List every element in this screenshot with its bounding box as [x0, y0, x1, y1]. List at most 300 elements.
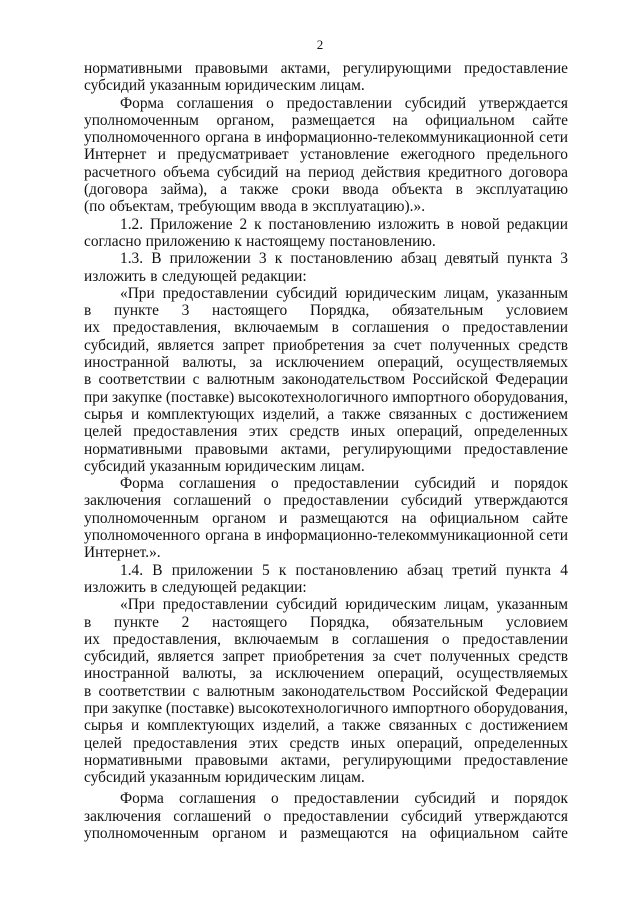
document-body — [84, 60, 568, 842]
word: этих — [248, 423, 279, 441]
word: соглашений — [173, 807, 252, 825]
word: соглашений — [173, 492, 252, 510]
word: ввода — [342, 181, 379, 199]
text-line — [84, 441, 568, 458]
word: лицам, — [444, 596, 489, 614]
word: субсидий, — [84, 336, 150, 354]
text-line — [84, 614, 568, 631]
word: постановлению — [268, 215, 371, 233]
word: сайте — [532, 111, 568, 129]
word: настоящему — [246, 232, 326, 250]
word: официальном — [429, 509, 520, 527]
word: комплектующих — [147, 405, 255, 423]
word: размещаются — [300, 509, 389, 527]
word: субсидий — [276, 596, 338, 614]
word: официальном — [429, 825, 520, 843]
word: операций, — [396, 734, 463, 752]
word: предоставления, — [112, 319, 222, 337]
word: за — [372, 336, 386, 354]
word: редакции: — [241, 267, 307, 285]
word: утверждаются — [474, 807, 568, 825]
word: субсидий — [414, 790, 476, 808]
word: ежегодного — [400, 146, 476, 164]
word: к — [274, 250, 283, 268]
word: объектам, — [109, 198, 174, 216]
text-line — [84, 164, 568, 181]
text-line — [84, 77, 568, 94]
word: в — [331, 319, 339, 337]
word: информационно-телекоммуникационной — [266, 527, 535, 545]
word: на — [392, 111, 408, 129]
text-line — [84, 665, 568, 682]
page-number: 2 — [316, 37, 324, 52]
word: валютным — [206, 371, 275, 389]
word: предоставление — [464, 440, 568, 458]
word: иностранной — [84, 665, 170, 683]
word: оборудования, — [473, 388, 568, 406]
text-line — [84, 752, 568, 769]
word: указанным — [149, 457, 221, 475]
word: заключения — [84, 807, 162, 825]
word: соглашения — [352, 630, 429, 648]
word: полученных — [429, 648, 510, 666]
word: в — [331, 630, 339, 648]
word: в — [253, 527, 262, 545]
word: согласно — [84, 232, 142, 250]
word: запрет — [222, 336, 265, 354]
word: в — [150, 267, 158, 285]
word: предоставлении — [162, 284, 269, 302]
word: о — [441, 319, 450, 337]
word: субсидий — [400, 807, 463, 825]
text-line — [84, 319, 568, 336]
word: предоставлении — [283, 492, 389, 510]
word: размещается — [291, 111, 376, 129]
word: 3 — [181, 302, 190, 320]
word: субсидий, — [84, 648, 150, 666]
word: Интернет — [84, 146, 147, 164]
word: средств — [518, 336, 568, 354]
word: (поставке) — [165, 388, 235, 406]
word: «При — [120, 284, 155, 302]
word: о — [441, 630, 450, 648]
word: сайте — [532, 825, 568, 843]
word: предоставление — [464, 60, 568, 77]
text-line — [84, 198, 568, 215]
word: сайте — [532, 509, 568, 527]
word: сети — [539, 527, 568, 545]
text-line — [84, 527, 568, 544]
text-line — [84, 112, 568, 129]
word: новой — [460, 215, 500, 233]
word: абзац — [407, 561, 443, 579]
word: в — [84, 302, 92, 320]
word: изделий, — [262, 717, 320, 735]
word: 5 — [262, 561, 270, 579]
word: указанным — [496, 284, 568, 302]
word: условием — [505, 302, 568, 320]
paragraph — [84, 285, 568, 475]
word: актами, — [280, 751, 331, 769]
text-line — [84, 371, 568, 388]
word: импортного — [392, 388, 470, 406]
word: официальном — [425, 111, 515, 129]
word: счет — [393, 648, 422, 666]
word: пункта — [505, 561, 552, 579]
word: заключения — [84, 492, 162, 510]
word: средств — [289, 734, 340, 752]
word: средств — [518, 648, 568, 666]
word: обязательным — [391, 613, 484, 631]
word: Интернет.». — [84, 544, 161, 562]
text-line — [84, 769, 568, 786]
word: запрет — [222, 648, 265, 666]
word: период — [308, 163, 355, 181]
word: при — [84, 699, 109, 717]
word: целей — [84, 423, 122, 441]
word: за — [249, 665, 263, 683]
word: постановлению — [290, 250, 393, 268]
word: операций, — [396, 423, 463, 441]
text-line — [84, 285, 568, 302]
word: уполномоченного — [84, 527, 201, 545]
word: соответствии — [98, 682, 186, 700]
word: юридическим — [225, 457, 316, 475]
text-line — [84, 181, 568, 198]
word: Форма — [120, 94, 164, 112]
word: (по — [84, 198, 106, 216]
word: субсидий — [84, 77, 146, 95]
word: приложении — [169, 250, 251, 268]
word: а — [327, 405, 335, 423]
word: Порядка, — [309, 302, 370, 320]
word: правовыми — [194, 60, 269, 77]
word: и — [279, 509, 288, 527]
word: субсидий — [276, 284, 338, 302]
word: в — [446, 215, 454, 233]
word: с — [192, 682, 200, 700]
word: валюты, — [182, 354, 237, 372]
word: 1.3. — [120, 250, 144, 268]
word: размещаются — [300, 825, 389, 843]
text-line — [84, 544, 568, 561]
word: с — [192, 371, 200, 389]
word: достижением — [479, 717, 568, 735]
word: определенных — [474, 734, 568, 752]
word: является — [157, 336, 215, 354]
text-line — [84, 825, 568, 842]
word: на — [285, 163, 301, 181]
word: а — [220, 181, 228, 199]
word: 3 — [560, 250, 568, 268]
word: лицам. — [320, 77, 365, 95]
word: о — [270, 790, 279, 808]
word: достижением — [479, 405, 568, 423]
word: приобретения — [272, 648, 365, 666]
word: также — [342, 717, 381, 735]
word: осуществляемых — [456, 354, 568, 372]
word: абзац — [400, 250, 437, 268]
word: расчетного — [84, 163, 156, 181]
word: органом, — [216, 111, 275, 129]
word: пункта — [506, 250, 553, 268]
word: следующей — [161, 578, 237, 596]
text-line — [84, 790, 568, 807]
word: в — [84, 682, 92, 700]
word: указанным — [149, 77, 221, 95]
word: предоставления — [133, 423, 238, 441]
paragraph — [84, 60, 568, 95]
word: лицам. — [320, 457, 365, 475]
word: нормативными — [84, 440, 183, 458]
word: за — [372, 648, 386, 666]
word: иностранной — [84, 354, 170, 372]
word: с — [465, 717, 472, 735]
word: субсидий — [217, 163, 279, 181]
word: соответствии — [98, 371, 186, 389]
paragraph — [84, 562, 568, 597]
word: кредитного — [427, 163, 503, 181]
word: предоставлении — [462, 630, 568, 648]
word: а — [327, 717, 335, 735]
text-line — [84, 389, 568, 406]
word: уполномоченным — [84, 509, 199, 527]
word: актами, — [280, 60, 331, 77]
word: уполномоченным — [84, 111, 199, 129]
word: (договора — [84, 181, 148, 199]
word: 1.2. — [120, 215, 144, 233]
word: законодательством — [281, 371, 406, 389]
word: на — [401, 509, 417, 527]
word: договора — [509, 163, 568, 181]
paragraph — [84, 596, 568, 786]
word: ввода — [260, 198, 297, 216]
word: соглашения — [178, 475, 256, 493]
word: органом — [212, 825, 266, 843]
word: (поставке) — [165, 699, 235, 717]
word: и — [130, 405, 140, 423]
word: и — [130, 717, 140, 735]
word: лицам. — [320, 769, 365, 787]
word: в — [300, 198, 309, 216]
text-line — [84, 60, 568, 77]
word: в — [84, 613, 92, 631]
word: Федерации — [495, 682, 568, 700]
word: определенных — [474, 423, 568, 441]
word: Порядка, — [309, 613, 370, 631]
word: редакции: — [241, 578, 307, 596]
word: соглашения — [352, 319, 429, 337]
word: эксплуатацию — [475, 181, 568, 199]
word: связанных — [388, 405, 458, 423]
word: к — [234, 232, 242, 250]
word: настоящего — [212, 302, 288, 320]
text-line — [84, 596, 568, 613]
word: требующим — [178, 198, 256, 216]
word: регулирующими — [342, 60, 452, 77]
word: установление — [300, 146, 390, 164]
word: предоставлении — [286, 94, 392, 112]
word: импортного — [392, 699, 470, 717]
word: также — [342, 405, 381, 423]
word: правовыми — [194, 440, 269, 458]
word: о — [263, 807, 272, 825]
text-line — [84, 683, 568, 700]
text-line — [84, 631, 568, 648]
text-line — [84, 648, 568, 665]
word: органа — [205, 129, 249, 147]
word: и — [490, 790, 500, 808]
word: предельного — [486, 146, 568, 164]
word: юридическим — [345, 596, 437, 614]
word: операций, — [377, 354, 444, 372]
word: и — [157, 146, 167, 164]
word: включаемым — [234, 630, 319, 648]
word: включаемым — [234, 319, 319, 337]
word: следующей — [161, 267, 237, 285]
word: оборудования, — [473, 699, 568, 717]
word: 2 — [239, 215, 248, 233]
word: сети — [539, 129, 568, 147]
word: изложить — [377, 215, 440, 233]
word: и — [279, 825, 288, 843]
text-line — [84, 146, 568, 163]
word: осуществляемых — [456, 665, 568, 683]
word: закупке — [112, 699, 163, 717]
word: постановлению. — [329, 232, 436, 250]
word: при — [84, 388, 109, 406]
text-line — [84, 579, 568, 596]
word: В — [152, 561, 163, 579]
text-line — [84, 492, 568, 509]
word: объекта — [391, 181, 443, 199]
word: 1.4. — [120, 561, 144, 579]
word: Форма — [120, 475, 164, 493]
word: в — [150, 578, 158, 596]
word: субсидий — [400, 492, 463, 510]
text-line — [84, 717, 568, 734]
word: В — [151, 250, 162, 268]
word: указанным — [496, 596, 568, 614]
word: на — [401, 825, 417, 843]
word: третий — [452, 561, 497, 579]
text-line — [84, 510, 568, 527]
word: в — [455, 181, 463, 199]
word: утверждаются — [474, 492, 568, 510]
word: соглашения — [178, 790, 256, 808]
word: законодательством — [281, 682, 406, 700]
word: о — [263, 492, 272, 510]
word: операций, — [377, 665, 444, 683]
word: пункте — [113, 302, 159, 320]
word: 2 — [181, 613, 190, 631]
paragraph — [84, 250, 568, 285]
text-line — [84, 302, 568, 319]
word: изложить — [84, 267, 146, 285]
word: постановлению — [295, 561, 398, 579]
word: закупке — [112, 388, 163, 406]
word: предоставлении — [283, 807, 389, 825]
word: эксплуатацию).». — [312, 198, 426, 216]
word: регулирующими — [342, 751, 452, 769]
word: предоставлении — [462, 319, 568, 337]
word: 3 — [258, 250, 267, 268]
word: в — [84, 371, 92, 389]
word: полученных — [429, 336, 510, 354]
word: о — [266, 94, 274, 112]
word: высокотехнологичного — [238, 388, 389, 406]
word: Приложение — [150, 215, 233, 233]
text-line — [84, 337, 568, 354]
word: иных — [350, 734, 386, 752]
word: в — [253, 129, 262, 147]
word: к — [254, 215, 262, 233]
word: правовыми — [194, 751, 269, 769]
word: высокотехнологичного — [238, 699, 389, 717]
text-line — [84, 475, 568, 492]
word: действия — [361, 163, 421, 181]
word: иных — [350, 423, 386, 441]
word: указанным — [149, 769, 221, 787]
word: этих — [248, 734, 279, 752]
word: юридическим — [345, 284, 437, 302]
word: 4 — [560, 561, 568, 579]
word: субсидий — [404, 94, 467, 112]
word: предоставлении — [162, 596, 269, 614]
word: сырья — [84, 405, 123, 423]
word: субсидий — [414, 475, 476, 493]
word: Российской — [412, 682, 489, 700]
word: порядок — [514, 790, 568, 808]
text-line — [84, 458, 568, 475]
word: органом — [212, 509, 266, 527]
text-line — [84, 700, 568, 717]
word: сырья — [84, 717, 123, 735]
word: валюты, — [182, 665, 237, 683]
text-line — [84, 808, 568, 825]
word: соглашения — [176, 94, 254, 112]
text-line — [84, 423, 568, 440]
word: приложению — [145, 232, 231, 250]
word: условием — [505, 613, 568, 631]
word: редакции — [506, 215, 568, 233]
word: исключением — [275, 354, 365, 372]
word: предоставления, — [112, 630, 222, 648]
word: Российской — [412, 371, 489, 389]
word: предусматривает — [177, 146, 289, 164]
word: исключением — [275, 665, 365, 683]
word: предоставления — [133, 734, 238, 752]
word: и — [490, 475, 500, 493]
word: Федерации — [495, 371, 568, 389]
word: их — [84, 319, 100, 337]
paragraph — [84, 790, 568, 842]
paragraph — [84, 475, 568, 561]
text-line — [84, 735, 568, 752]
word: нормативными — [84, 60, 183, 77]
word: обязательным — [391, 302, 484, 320]
word: субсидий — [84, 457, 146, 475]
word: валютным — [206, 682, 275, 700]
word: к — [278, 561, 287, 579]
word: сроки — [291, 181, 330, 199]
word: о — [270, 475, 279, 493]
word: субсидий — [84, 769, 146, 787]
text-line — [84, 129, 568, 146]
word: счет — [393, 336, 422, 354]
word: настоящего — [212, 613, 288, 631]
word: уполномоченным — [84, 825, 199, 843]
